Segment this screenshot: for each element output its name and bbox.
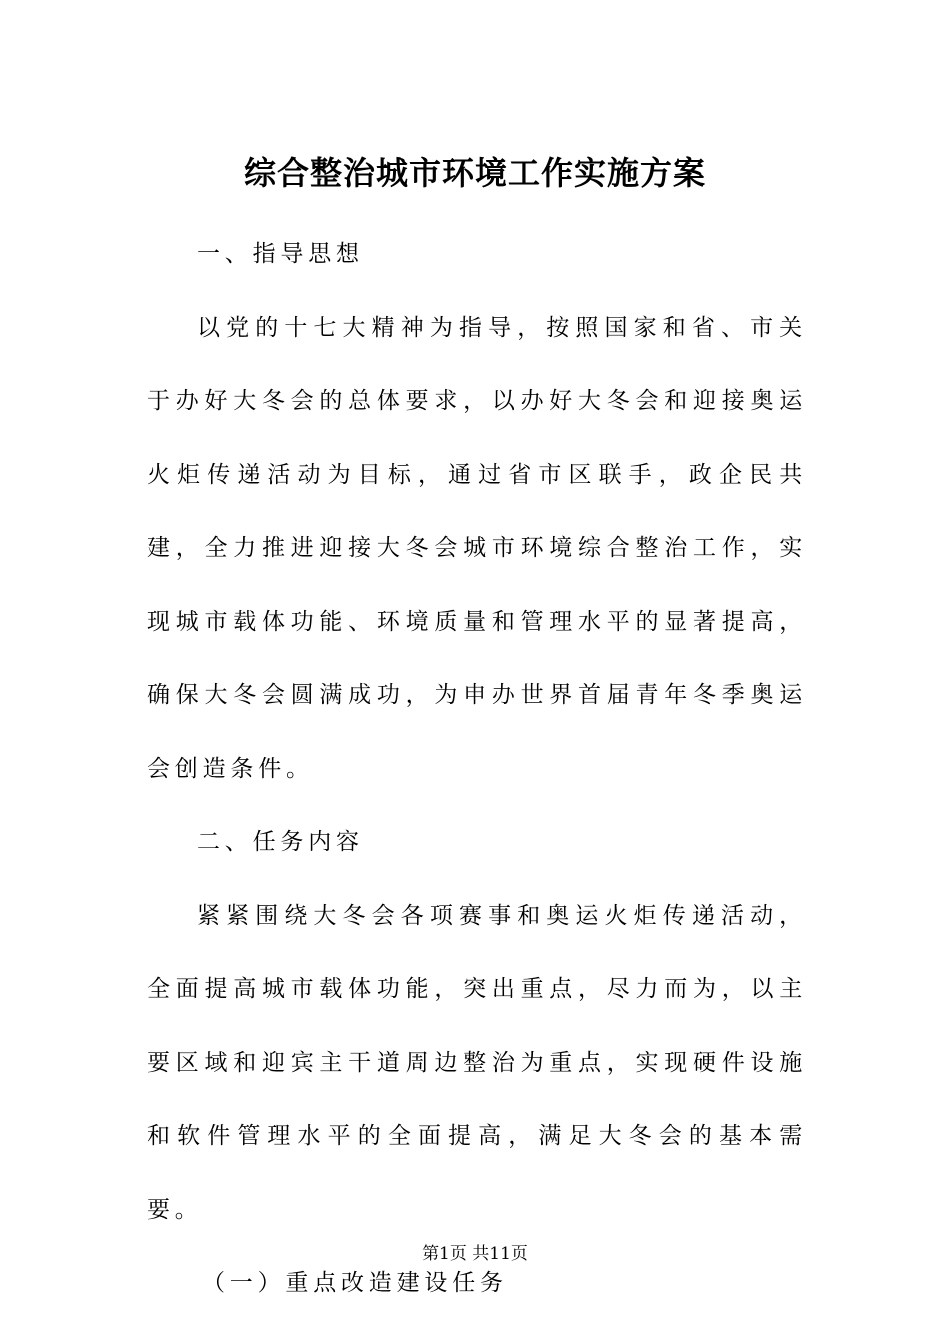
section-heading-guiding-ideology: 一、指导思想 bbox=[197, 241, 364, 267]
page-number-footer: 第1页 共11页 bbox=[422, 1244, 528, 1264]
document-body bbox=[147, 218, 807, 1321]
subsection-heading-key-tasks: （一）重点改造建设任务 bbox=[202, 1270, 508, 1296]
paragraph-guiding-ideology: 以党的十七大精神为指导，按照国家和省、市关于办好大冬会的总体要求，以办好大冬会和迎接奥运火炬传递活动为目标，通过省市区联手，政企民共建，全力推进迎接大冬会城市环境综合整治工作，实现城市载体功能、环境质量和管理水平的显著提高，确保大冬会圆满成功，为申办世界首届青年冬季奥运会创造条件。 bbox=[147, 314, 807, 782]
paragraph-task-content: 紧紧围绕大冬会各项赛事和奥运火炬传递活动，全面提高城市载体功能，突出重点，尽力而为，以主要区域和迎宾主干道周边整治为重点，实现硬件设施和软件管理水平的全面提高，满足大冬会的基本需要。 bbox=[147, 902, 807, 1223]
section-heading-task-content: 二、任务内容 bbox=[197, 829, 364, 855]
document-title: 综合整治城市环境工作实施方案 bbox=[243, 154, 706, 193]
